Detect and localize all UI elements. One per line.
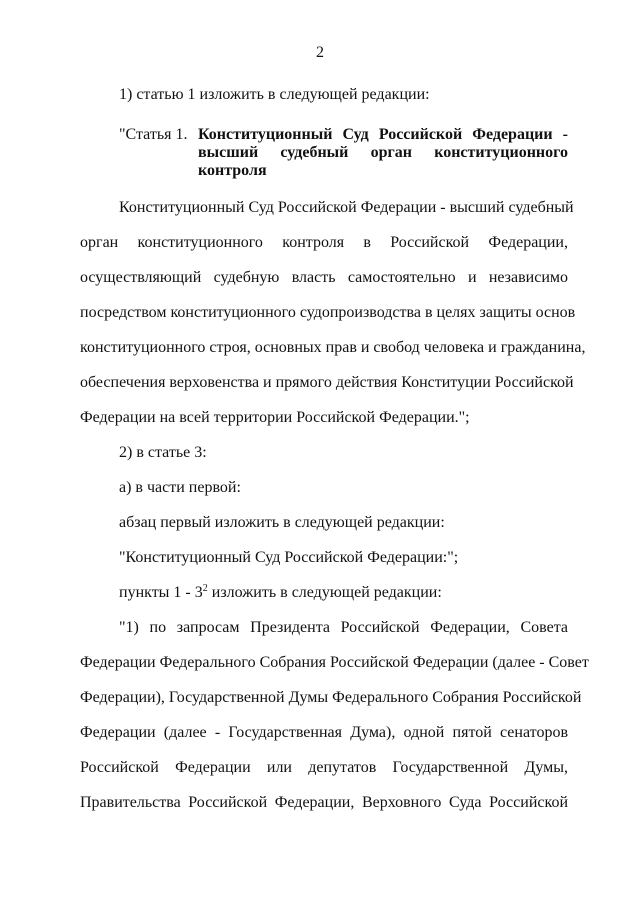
paragraph-line: "Конституционный Суд Российской Федерации:"; [119,549,459,566]
article-label: "Статья 1. [119,126,188,143]
page-number: 2 [316,44,324,61]
paragraph-line: Российской Федерации или депутатов Государственной Думы, [80,759,568,776]
article-title-line: Конституционный Суд Российской Федерации - [198,126,568,143]
paragraph-line: Конституционный Суд Российской Федерации - высший судебный [119,199,574,216]
article-title-line: высший судебный орган конституционного [198,144,568,161]
paragraph-line: а) в части первой: [119,479,241,496]
paragraph-line: обеспечения верховенства и прямого действия Конституции Российской [80,374,574,391]
paragraph-line: Федерации Федерального Собрания Российской Федерации (далее - Совет [80,654,589,671]
paragraph-line: "1) по запросам Президента Российской Федерации, Совета [119,619,568,636]
paragraph-line: Федерации), Государственной Думы Федерального Собрания Российской [80,689,582,706]
points-superscript: 2 [202,583,208,594]
paragraph-line: 1) статью 1 изложить в следующей редакции: [119,86,430,103]
paragraph-line: осуществляющий судебную власть самостоятельно и независимо [80,269,568,286]
paragraph-line: орган конституционного контроля в Российской Федерации, [80,234,568,251]
paragraph-line: Федерации (далее - Государственная Дума), одной пятой сенаторов [80,724,568,741]
paragraph-line [119,583,568,603]
paragraph-line: 2) в статье 3: [119,444,207,461]
article-title-line: контроля [198,162,267,179]
points-text-before: пункты 1 - 3 [119,584,203,601]
paragraph-line: Федерации на всей территории Российской Федерации."; [80,409,470,426]
paragraph-line: абзац первый изложить в следующей редакции: [119,514,445,531]
paragraph-line: посредством конституционного судопроизводства в целях защиты основ [80,304,576,321]
points-text-after: изложить в следующей редакции: [207,584,442,601]
paragraph-line: Правительства Российской Федерации, Верховного Суда Российской [80,794,568,811]
paragraph-line: конституционного строя, основных прав и свобод человека и гражданина, [80,339,586,356]
